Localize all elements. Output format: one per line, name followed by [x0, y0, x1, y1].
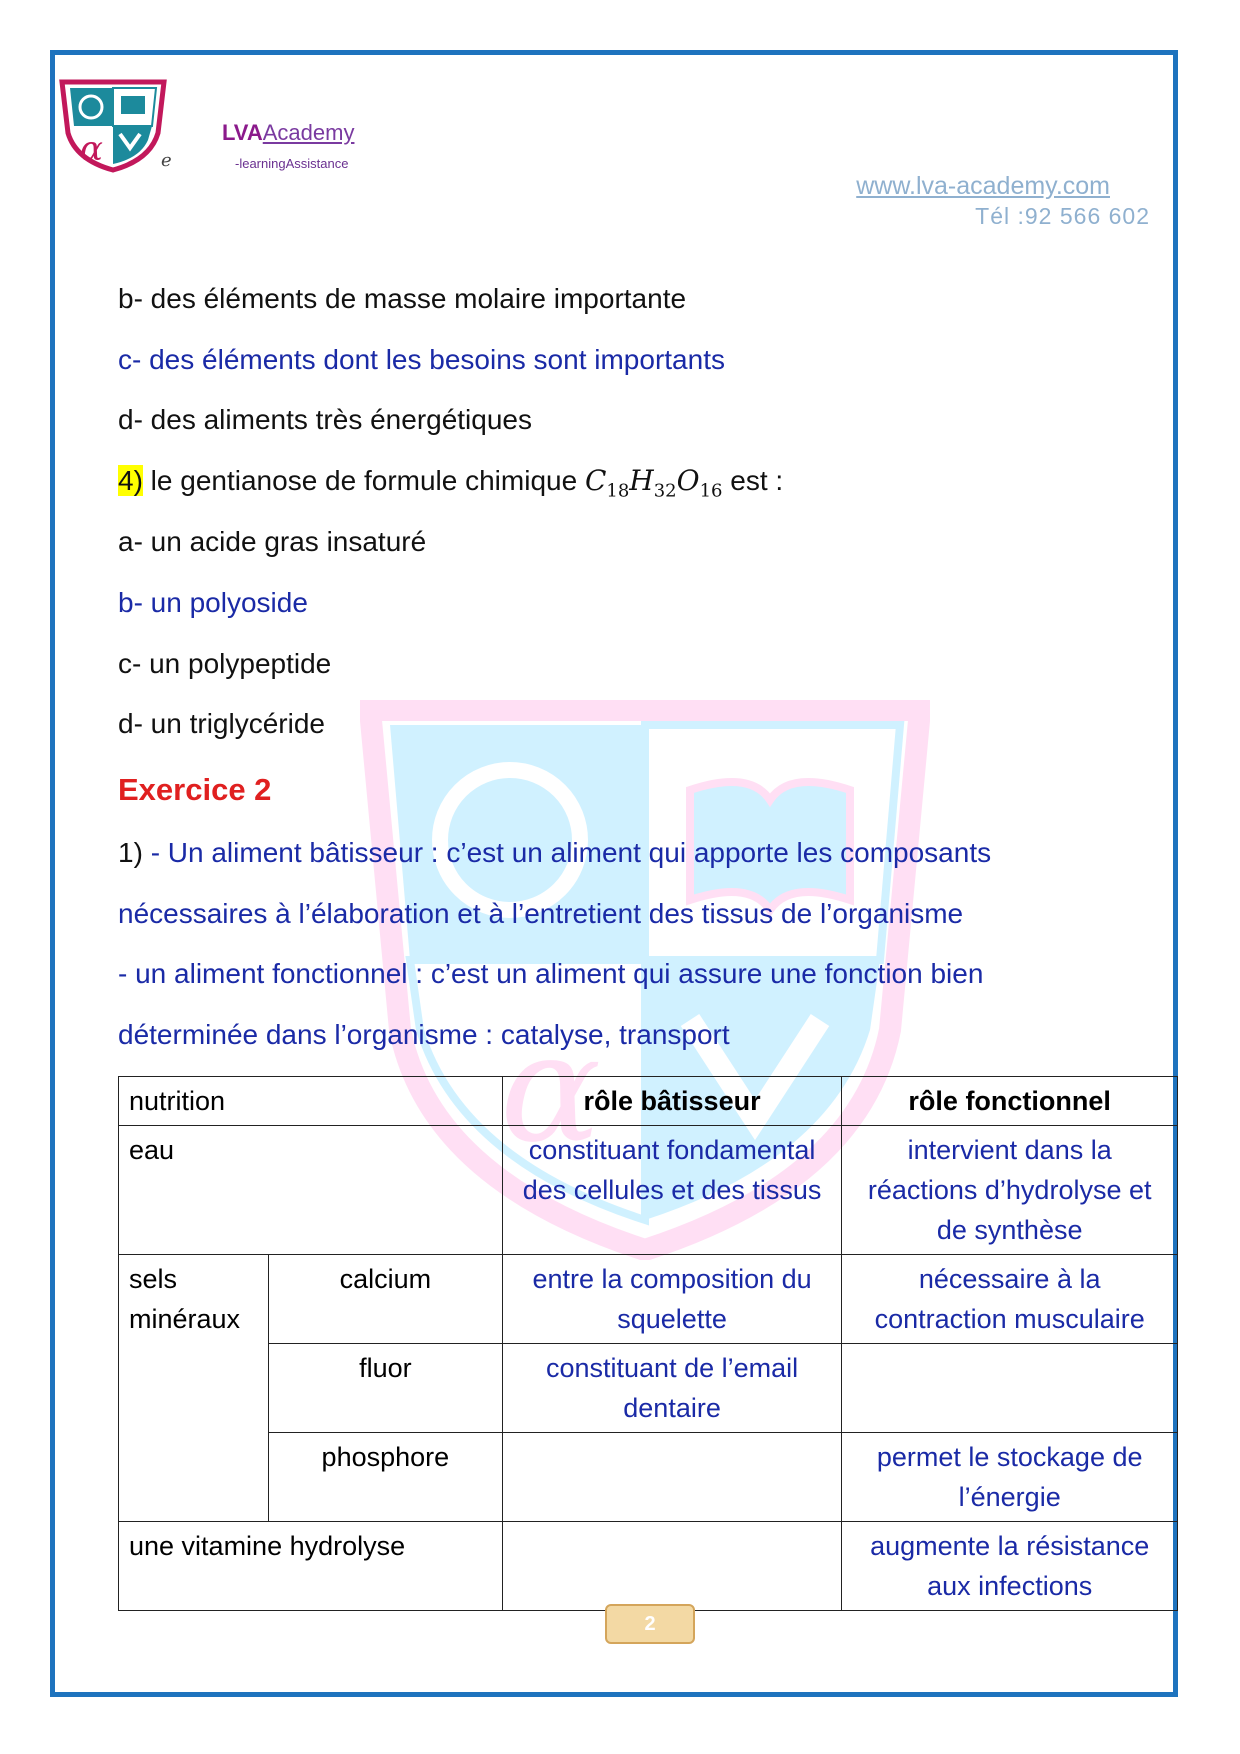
ex2-p1-line4: déterminée dans l’organisme : catalyse, transport — [118, 1019, 730, 1050]
q4-number: 4) — [118, 465, 143, 496]
ex2-p1-line1 — [118, 837, 991, 869]
q4-option-a: a- un acide gras insaturé — [118, 526, 427, 557]
cell-vitamine-batisseur — [502, 1522, 842, 1611]
website-link[interactable]: www.lva-academy.com — [856, 172, 1110, 200]
cell-calcium-fonctionnel: nécessaire à la contraction musculaire — [842, 1255, 1178, 1344]
cell-phosphore: phosphore — [268, 1433, 502, 1522]
cell-calcium: calcium — [268, 1255, 502, 1344]
q3-option-c: c- des éléments dont les besoins sont importants — [118, 344, 725, 375]
q3-option-b: b- des éléments de masse molaire importante — [118, 283, 687, 314]
ex2-p1-text: - Un aliment bâtisseur : c’est un aliment qui apporte les composants — [150, 837, 992, 868]
header-nutrition: nutrition — [119, 1077, 503, 1126]
cell-fluor-batisseur: constituant de l’email dentaire — [502, 1344, 842, 1433]
table-row — [119, 1344, 1178, 1433]
brand-name — [222, 120, 354, 146]
exercise-2-title: Exercice 2 — [118, 772, 272, 807]
q4-option-d: d- un triglycéride — [118, 708, 325, 739]
q3-option-d: d- des aliments très énergétiques — [118, 404, 532, 435]
svg-text:α: α — [500, 1002, 602, 1176]
cell-calcium-batisseur: entre la composition du squelette — [502, 1255, 842, 1344]
page-number-badge: 2 — [605, 1604, 695, 1644]
brand-tagline: -learningAssistance — [235, 156, 349, 171]
logo-letter: e — [161, 150, 172, 171]
table-row — [119, 1433, 1178, 1522]
cell-phosphore-batisseur — [502, 1433, 842, 1522]
cell-phosphore-fonctionnel: permet le stockage de l’énergie — [842, 1433, 1178, 1522]
lva-shield-logo — [58, 78, 168, 173]
table-header-row — [119, 1077, 1178, 1126]
q4-option-b: b- un polyoside — [118, 587, 308, 618]
table-row — [119, 1255, 1178, 1344]
ex2-p1-line3: - un aliment fonctionnel : c’est un aliment qui assure une fonction bien — [118, 958, 984, 989]
q4-text: le gentianose de formule chimique — [142, 465, 585, 496]
cell-eau: eau — [119, 1126, 503, 1255]
cell-fluor-fonctionnel — [842, 1344, 1178, 1433]
header-role-batisseur: rôle bâtisseur — [502, 1077, 842, 1126]
brand-lva: LVA — [222, 120, 263, 145]
cell-fluor: fluor — [268, 1344, 502, 1433]
svg-text:α: α — [80, 129, 103, 169]
table-row — [119, 1522, 1178, 1611]
q4-formula: $C_{18}H_{32}O_{16}$ — [584, 464, 723, 502]
q4-question — [118, 464, 783, 502]
ex2-p1-line2: nécessaires à l’élaboration et à l’entretient des tissus de l’organisme — [118, 898, 964, 929]
header-role-fonctionnel: rôle fonctionnel — [842, 1077, 1178, 1126]
phone-number: Tél :92 566 602 — [975, 203, 1150, 229]
cell-eau-batisseur: constituant fondamental des cellules et des tissus — [502, 1126, 842, 1255]
brand-academy: Academy — [262, 120, 355, 145]
cell-vitamine: une vitamine hydrolyse — [119, 1522, 503, 1611]
cell-eau-fonctionnel: intervient dans la réactions d’hydrolyse et de synthèse — [842, 1126, 1178, 1255]
cell-vitamine-fonctionnel: augmente la résistance aux infections — [842, 1522, 1178, 1611]
q4-end: est : — [722, 465, 784, 496]
cell-sels-mineraux: sels minéraux — [119, 1255, 269, 1522]
q4-option-c: c- un polypeptide — [118, 648, 332, 679]
nutrition-table — [118, 1076, 1178, 1611]
table-row — [119, 1126, 1178, 1255]
ex2-p1-number: 1) — [118, 837, 151, 868]
